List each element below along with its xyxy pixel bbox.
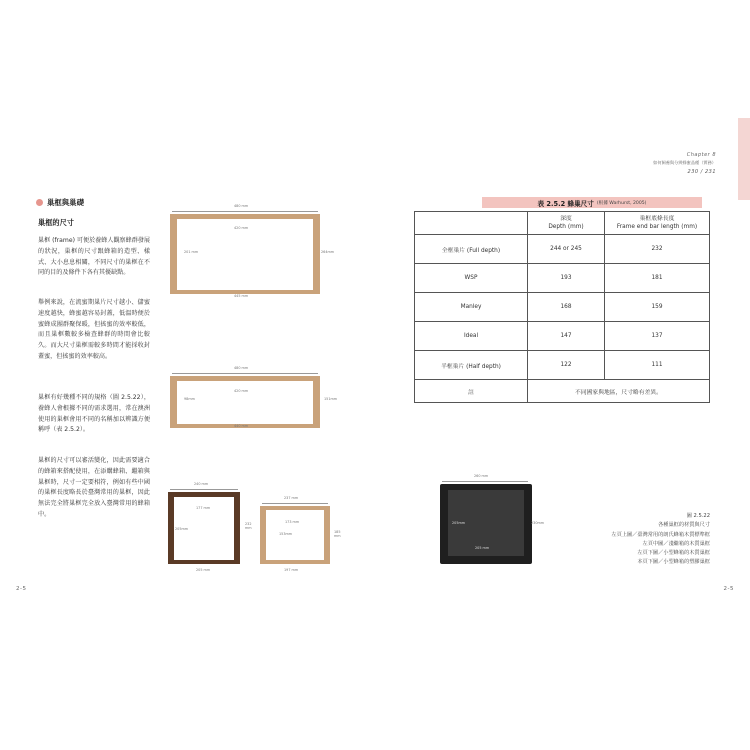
table-caption [482,197,702,208]
dim-left: 201 mm [184,250,199,254]
section-title-text: 巢框與巢礎 [47,198,84,207]
table-cell: WSP [415,264,528,293]
frame-drawing-mini-wood [258,496,350,576]
table-cell: 181 [605,264,710,293]
figure-caption-line: 本頁下圖／小型蜂箱的塑膠巢框 [637,559,710,566]
dim-top: 240 mm [194,482,209,486]
folio-left: 2-5 [16,586,27,592]
dim-top: 480 mm [234,204,249,208]
figure-number: 圖 2.5.22 [686,513,710,519]
table-header-cell: 巢框底條長度 Frame end bar length (mm) [605,212,710,235]
figure-caption-line: 各種巢框的材質與尺寸 [658,522,710,529]
dim-bottom: 440 mm [234,424,249,428]
bullet-icon [36,199,43,206]
table-cell: 168 [528,293,605,322]
table-row [415,293,710,322]
figure-caption-line: 左頁上圖／臺灣常用的朗氏蜂箱木質標準框 [611,531,710,538]
frame-drawing-small-wood [166,482,258,578]
dim-left: 205mm [452,521,466,525]
frame-drawing-standard [164,204,334,300]
table-row [415,235,710,264]
dim-left: 98mm [184,397,195,401]
dim-left: 153mm [279,532,293,536]
paragraph-2: 舉例來說，在流蜜期巢片尺寸越小、儲蜜速度越快，蜂蜜越容易封蓋，低溫時便於蜜蜂成團群聚保暖，但搖蜜的效率較低，而且巢框數較多檢查蜂群的時間會比較久。而大尺寸巢框需較多時間才能採收封蓋蜜，但搖蜜的效率較高。 [38,299,150,360]
folio-right: 2-5 [723,586,734,592]
dim-inner-top: 177 mm [196,506,211,510]
table-row [415,322,710,351]
dim-right: 151mm [324,397,338,401]
table-header-row [415,212,710,235]
figure-caption-line: 左頁下圖／小型蜂箱的木質巢框 [637,550,710,557]
table-note-text: 不同國家與地區，尺寸略有差異。 [528,380,710,403]
paragraph-3: 巢框有好幾種不同的規格（圖 2.5.22），養蜂人會根據不同的需求選用，常在澳洲使用的巢框會用不同的名稱加以辨識方便稱呼（表 2.5.2）。 [38,394,150,434]
frame-wood [170,376,320,428]
table-cell: 159 [605,293,710,322]
table-cell: 147 [528,322,605,351]
table-note-row [415,380,710,403]
table-cell: 137 [605,322,710,351]
paragraph-1: 巢框 (frame) 可便於養蜂人觀察蜂群發展的狀況，巢框的尺寸跟蜂箱的造型、樣式、大小息息相關，不同尺寸的巢框在不同的目的及條件下各有其優缺點。 [38,237,151,277]
dim-right: 264mm [321,250,335,254]
dim-inner-top: 420 mm [234,389,249,393]
figure-caption [550,512,710,568]
frame-drawing-plastic [438,474,558,570]
running-title: 如何飼養與分辨蜂蜜品種（實務） [653,160,716,165]
frame-wood [260,506,330,564]
dim-bottom: 205 mm [475,546,490,550]
chapter-tab [738,118,750,200]
table-cell: 193 [528,264,605,293]
table-row [415,351,710,380]
table-cell: Ideal [415,322,528,351]
dim-bottom: 205 mm [196,568,211,572]
table-cell: 232 [605,235,710,264]
dim-top: 480 mm [234,366,249,370]
table-row [415,264,710,293]
dim-inner-top: 420 mm [234,226,249,230]
figure-caption-line: 左頁中圖／淺繼箱的木質巢框 [642,540,710,547]
table-source: (根據 Warhurst, 2005) [596,200,647,206]
table-note-label: 註 [415,380,528,403]
dim-inner-top: 173 mm [285,520,300,524]
dim-bottom: 197 mm [284,568,299,572]
dim-top: 260 mm [474,474,489,478]
section-title [36,197,84,208]
table-cell: 半框巢片 (Half depth) [415,351,528,380]
table-cell: 244 or 245 [528,235,605,264]
table-caption-text: 表 2.5.2 蜂巢尺寸 [537,199,594,208]
table-cell: 122 [528,351,605,380]
chapter-label: Chapter 8 [686,152,716,158]
table-header-cell: 深度 Depth (mm) [528,212,605,235]
table-cell: Manley [415,293,528,322]
table-cell: 全框巢片 (Full depth) [415,235,528,264]
dim-left: 205mm [175,527,189,531]
dim-bottom: 445 mm [234,294,249,298]
dim-top: 237 mm [284,496,299,500]
page-numbers: 230 / 231 [687,169,716,175]
frame-drawing-shallow [164,366,344,434]
frame-size-table [414,211,710,403]
dim-right: 185 mm [334,530,341,538]
subsection-title: 巢框的尺寸 [38,218,74,227]
paragraph-4: 巢框的尺寸可以審活變化，因此需要適合的蜂箱來搭配使用，在添購蜂箱、繼箱與巢框時，尺寸一定要相符，例如有些中國的巢框長度略長於臺灣常用的巢框，因此無法完全將巢框完全放入臺灣常用的蜂箱中。 [38,457,150,518]
dim-right: 230mm [531,521,545,525]
dim-right: 232 mm [245,522,252,530]
table-cell: 111 [605,351,710,380]
table-header-cell [415,212,528,235]
